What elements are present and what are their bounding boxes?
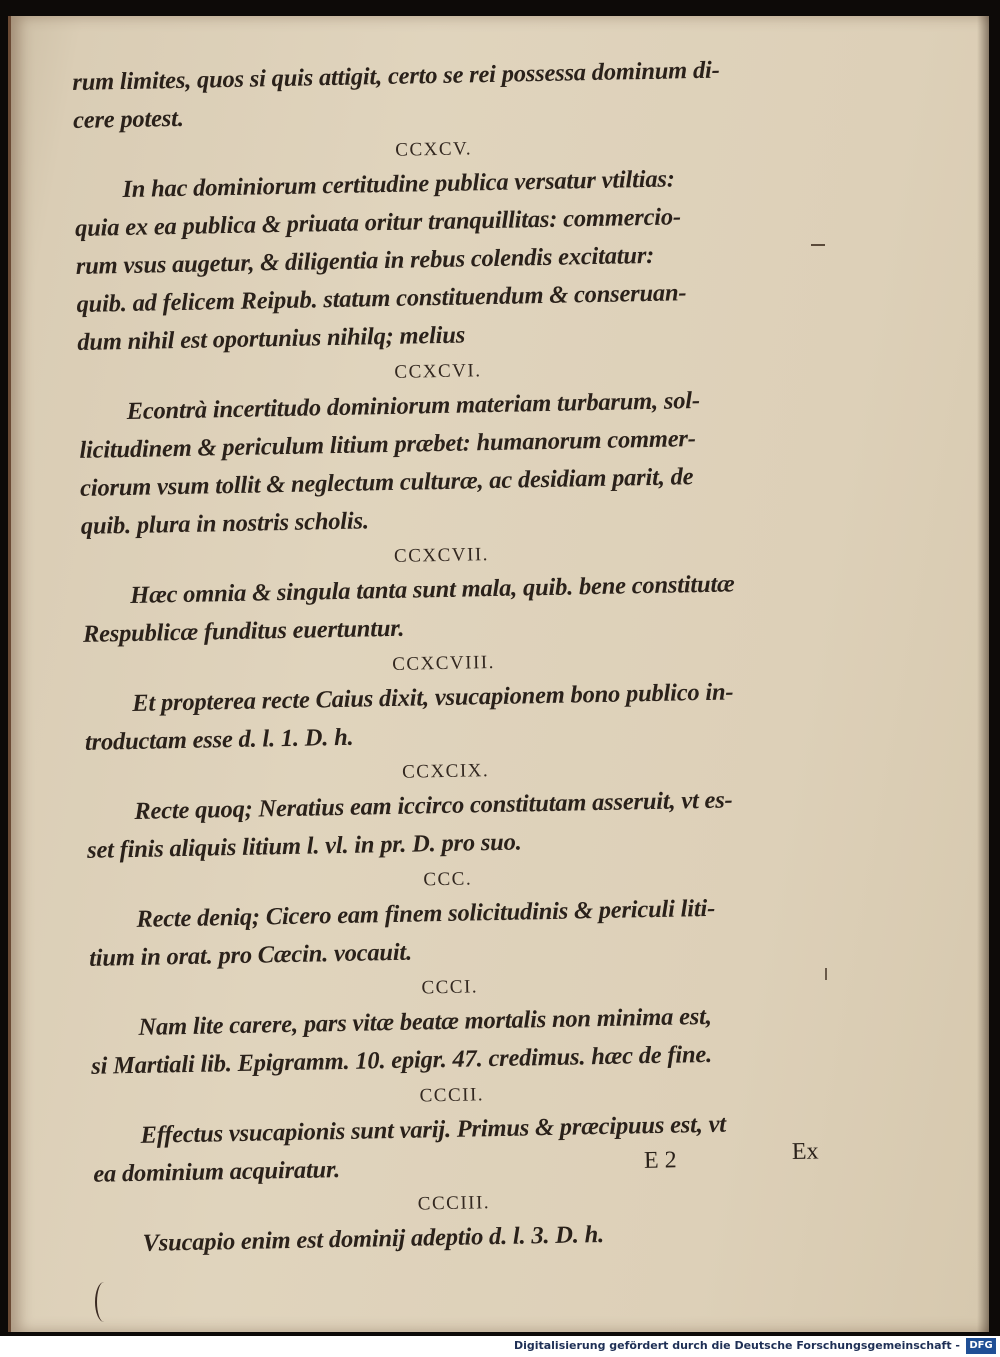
text-line: quib. ad felicem Reipub. statum constituendum & conseruan- [76, 279, 687, 318]
text-line: licitudinem & periculum litium præbet: humanorum commer- [79, 425, 696, 464]
section-number: CCXCVIII. [392, 651, 496, 675]
text-line: troductam esse d. l. 1. D. h. [84, 723, 354, 756]
section-number: CCXCV. [395, 138, 473, 161]
page-text-block [72, 50, 815, 1264]
text-line: quia ex ea publica & priuata oritur tranquillitas: commercio- [74, 203, 682, 242]
text-line: si Martiali lib. Epigramm. 10. epigr. 47. credimus. hæc de fine. [90, 1040, 713, 1080]
section-number: CCC. [423, 868, 473, 891]
text-line: Recte quoq; Neratius eam iccirco constitutam asseruit, vt es- [134, 786, 733, 825]
text-line: set finis aliquis litium l. vl. in pr. D. pro suo. [86, 828, 522, 864]
text-line: dum nihil est oportunius nihilq; melius [77, 321, 466, 356]
section-number: CCCIII. [417, 1192, 491, 1215]
section-number: CCCII. [419, 1084, 485, 1107]
text-line: In hac dominiorum certitudine publica versatur vtiltias: [122, 165, 675, 204]
funding-credit-text: Digitalisierung gefördert durch die Deutsche Forschungsgemeinschaft - [513, 1339, 960, 1352]
credit-bar [0, 1336, 1000, 1357]
margin-mark [825, 968, 827, 980]
text-line: Effectus vsucapionis sunt varij. Primus & præcipuus est, vt [140, 1110, 727, 1149]
text-line: rum limites, quos si quis attigit, certo se rei possessa dominum di- [72, 56, 720, 96]
text-line: Nam lite carere, pars vitæ beatæ mortalis non minima est, [138, 1002, 712, 1041]
text-line: Recte deniq; Cicero eam finem solicitudinis & periculi liti- [136, 894, 716, 933]
page-curl-mark [95, 1282, 113, 1322]
catchword: Ex [791, 1138, 819, 1166]
section-number: CCXCVI. [394, 360, 482, 383]
text-line: Econtrà incertitudo dominiorum materiam turbarum, sol- [126, 387, 701, 426]
text-line: Vsucapio enim est dominij adeptio d. l. 3. D. h. [142, 1221, 605, 1257]
section-number: CCXCIX. [401, 760, 490, 783]
signature-mark: E 2 [643, 1147, 677, 1174]
page-gutter-shadow [977, 16, 989, 1332]
text-line: cere potest. [72, 104, 184, 134]
dfg-logo: DFG [966, 1338, 996, 1354]
section-number: CCXCVII. [393, 544, 490, 567]
text-line: rum vsus augetur, & diligentia in rebus colendis excitatur: [75, 241, 655, 280]
text-line: ciorum vsum tollit & neglectum culturæ, ac desidiam parit, de [79, 463, 694, 502]
page-footer [640, 1138, 841, 1182]
text-line: Et propterea recte Caius dixit, vsucapionem bono publico in- [132, 678, 734, 717]
text-line: quib. plura in nostris scholis. [80, 507, 370, 540]
margin-mark [811, 244, 825, 246]
text-line: Respublicæ funditus euertuntur. [82, 614, 405, 648]
section-number: CCCI. [421, 976, 479, 999]
text-line: ea dominium acquiratur. [93, 1156, 341, 1188]
text-line: Hæc omnia & singula tanta sunt mala, quib. bene constitutæ [129, 570, 735, 609]
text-line: tium in orat. pro Cæcin. vocauit. [88, 938, 413, 972]
